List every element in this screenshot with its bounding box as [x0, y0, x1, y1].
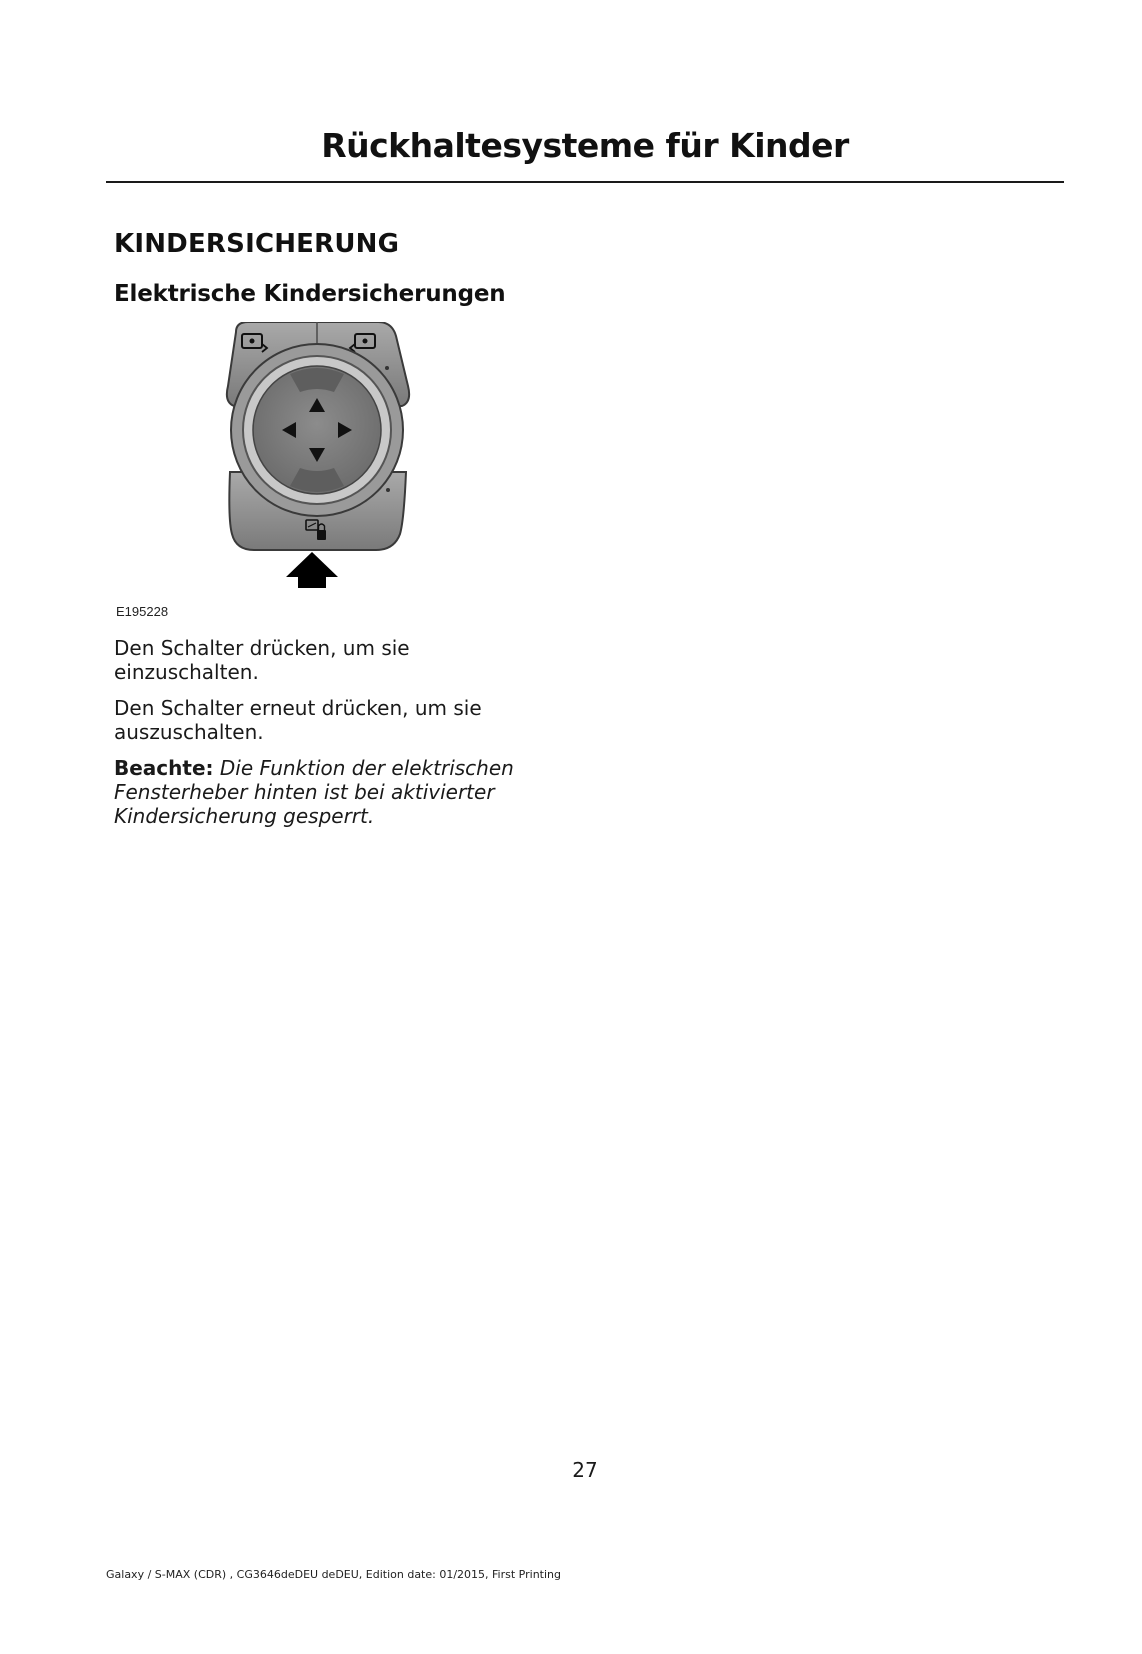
title-divider: [106, 181, 1064, 183]
indicator-dot-upper: [385, 366, 389, 370]
page-title: Rückhaltesysteme für Kinder: [321, 126, 849, 165]
note: [114, 756, 544, 828]
footer: Galaxy / S-MAX (CDR) , CG3646deDEU deDEU, Edition date: 01/2015, First Printing: [106, 1568, 561, 1581]
section-heading: KINDERSICHERUNG: [114, 229, 400, 259]
page-number: 27: [572, 1458, 598, 1482]
switch-illustration: [112, 322, 442, 622]
indicator-dot-lower: [386, 488, 390, 492]
note-label: Beachte:: [114, 756, 214, 780]
knob-lobe-bottom: [290, 468, 344, 492]
sub-heading: Elektrische Kindersicherungen: [114, 281, 506, 307]
knob-lobe-top: [290, 368, 344, 392]
instruction-switch-off: Den Schalter erneut drücken, um sie auszuschalten.: [114, 696, 482, 744]
note-text: Die Funktion der elektrischen Fensterheber hinten ist bei aktivierter Kindersicherung gesperrt.: [114, 756, 514, 828]
child-lock-switch-figure: [112, 322, 442, 622]
figure-code: E195228: [116, 604, 169, 619]
pointer-arrow-icon: [286, 552, 338, 588]
instruction-switch-on: Den Schalter drücken, um sie einzuschalten.: [114, 636, 410, 684]
